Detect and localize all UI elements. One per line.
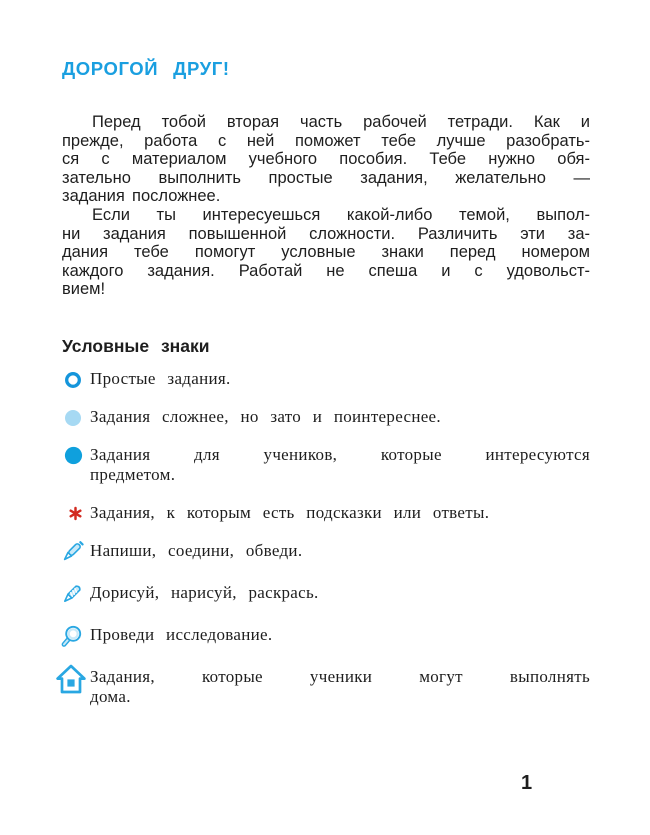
legend-item-text	[90, 541, 590, 561]
paragraph-line: вием!	[62, 280, 106, 299]
paragraph-line: Если ты интересуешься какой-либо темой, выпол-	[92, 205, 590, 224]
legend-item	[62, 503, 590, 523]
intro-paragraph-2	[62, 206, 590, 299]
legend-item-text	[90, 445, 590, 485]
legend-item-line: Простые задания.	[90, 368, 231, 388]
paragraph-line: задания посложнее.	[62, 187, 221, 206]
page-title: ДОРОГОЙ ДРУГ!	[62, 58, 230, 79]
legend-item	[62, 667, 590, 707]
legend-heading: Условные знаки	[62, 335, 210, 356]
circle-outline-icon	[62, 369, 90, 389]
paragraph-line: зательно выполнить простые задания, желательно —	[62, 168, 590, 187]
legend-item-line: Задания, к которым есть подсказки или ответы.	[90, 502, 490, 522]
paragraph-line: Перед тобой вторая часть рабочей тетради. Как и	[92, 113, 590, 131]
legend-item	[62, 625, 590, 649]
paragraph-line: каждого задания. Работай не спеша и с удовольст-	[62, 261, 590, 280]
legend-item-text	[90, 667, 590, 707]
legend-item-text	[90, 503, 590, 523]
intro-paragraph-1	[62, 113, 590, 206]
legend-item-text	[90, 369, 590, 389]
paragraph-line: прежде, работа с ней поможет тебе лучше разобрать-	[62, 131, 590, 150]
paragraph-line: дания тебе помогут условные знаки перед номером	[62, 243, 590, 262]
page-content	[62, 0, 590, 725]
page-number: 1	[521, 772, 533, 794]
circle-light-icon	[62, 407, 90, 427]
magnifier-icon	[62, 625, 90, 649]
legend-item	[62, 445, 590, 485]
legend-item-text	[90, 625, 590, 645]
house-icon	[62, 667, 90, 695]
legend-item	[62, 583, 590, 607]
pencil-icon	[62, 583, 90, 607]
paragraph-line: ни задания повышенной сложности. Различить эти за-	[62, 224, 590, 243]
legend-item-line: Дорисуй, нарисуй, раскрась.	[90, 582, 319, 602]
legend-item-text	[90, 583, 590, 603]
legend-item-line: Напиши, соедини, обведи.	[90, 540, 303, 560]
paragraph-line: ся с материалом учебного пособия. Тебе нужно обя-	[62, 150, 590, 169]
legend-item-line: Проведи исследование.	[90, 624, 273, 644]
legend-item-line: предметом.	[90, 464, 176, 484]
legend-list	[62, 369, 590, 707]
legend-item	[62, 407, 590, 427]
legend-item-text	[90, 407, 590, 427]
pen-icon	[62, 541, 90, 565]
legend-item-line: Задания для учеников, которые интересуются	[90, 444, 590, 464]
legend-item	[62, 369, 590, 389]
legend-item-line: Задания сложнее, но зато и поинтереснее.	[90, 406, 441, 426]
legend-item-line: дома.	[90, 686, 131, 706]
circle-filled-icon	[62, 445, 90, 465]
legend-item-line: Задания, которые ученики могут выполнять	[90, 666, 590, 686]
legend-item	[62, 541, 590, 565]
asterisk-icon	[62, 503, 90, 521]
